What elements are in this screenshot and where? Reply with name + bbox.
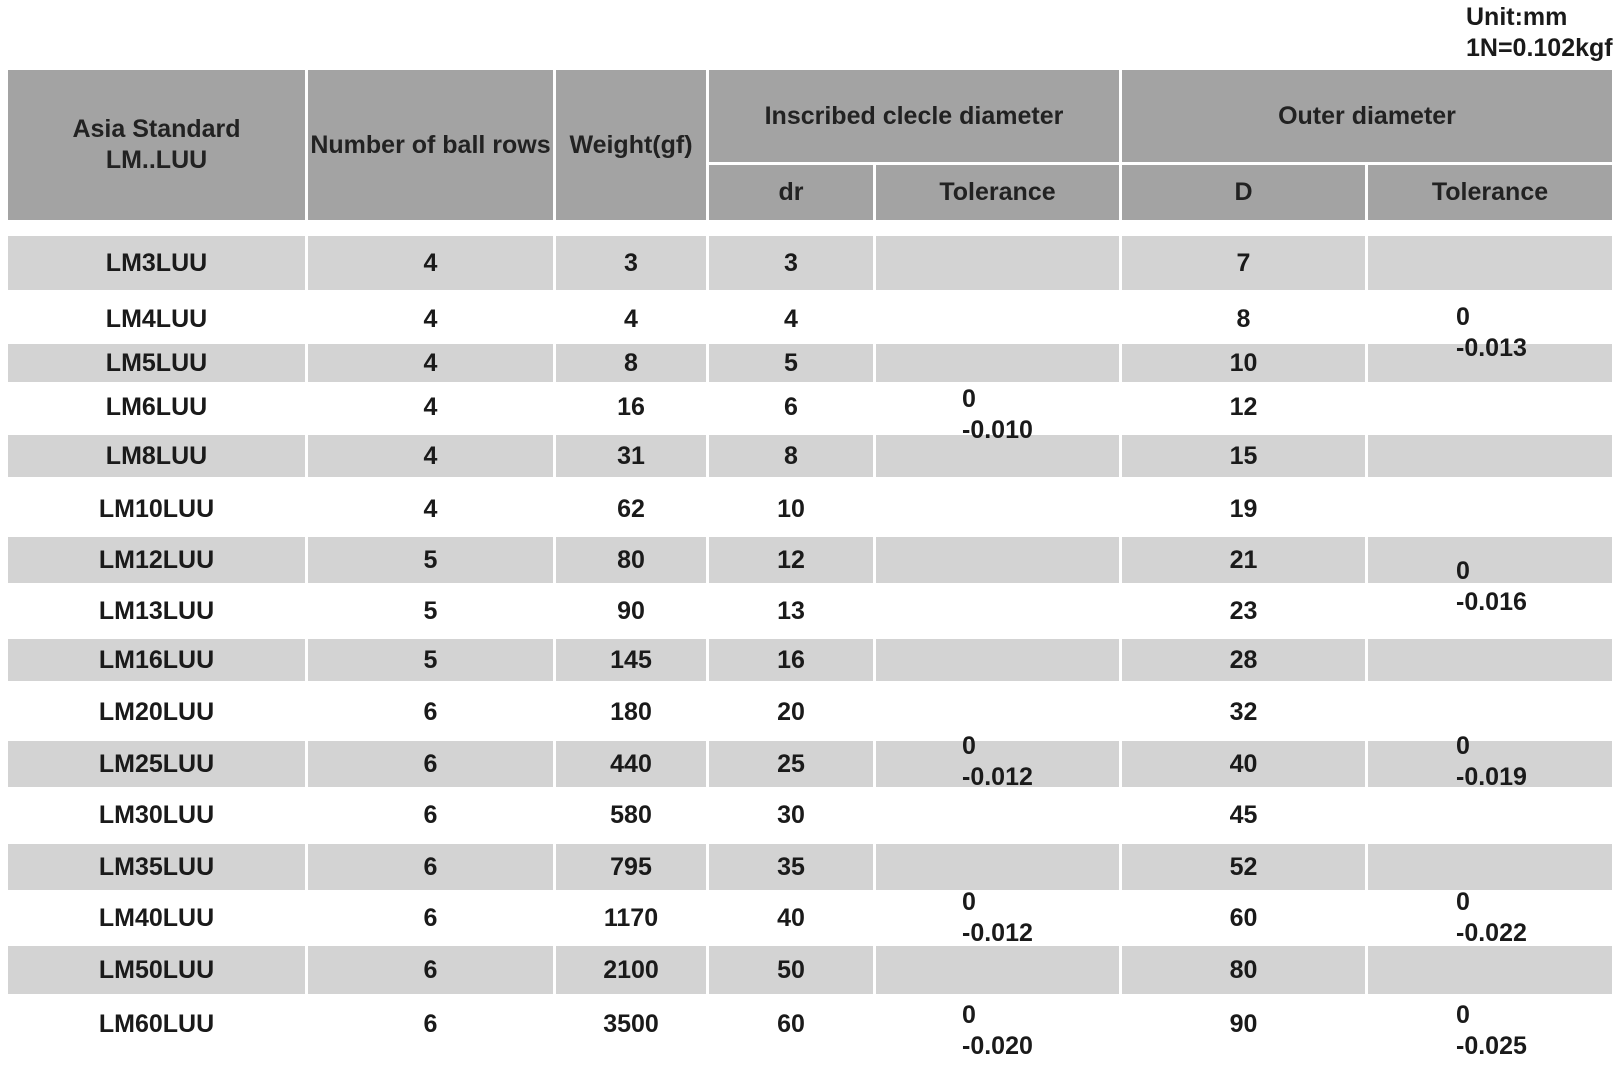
model-cell: LM16LUU — [98, 645, 215, 674]
ball-rows-cell: 4 — [423, 494, 438, 523]
dr-cell: 35 — [777, 852, 805, 881]
dr-cell: 40 — [777, 903, 805, 932]
outer-d-cell: 80 — [1229, 955, 1258, 984]
outer-d-cell: 60 — [1229, 903, 1258, 932]
inscribed-tolerance-group — [962, 384, 1033, 446]
model-cell: LM60LUU — [98, 1009, 215, 1038]
header-D: D — [1122, 165, 1365, 220]
dr-cell: 16 — [777, 645, 805, 674]
weight-cell: 62 — [617, 494, 645, 523]
tolerance-upper: 0 — [1456, 732, 1470, 760]
model-cell: LM10LUU — [98, 494, 215, 523]
header-dr: dr — [709, 165, 873, 220]
outer-tolerance-group — [1456, 731, 1527, 793]
model-cell: LM8LUU — [105, 441, 208, 470]
tolerance-upper: 0 — [962, 385, 976, 413]
model-cell: LM6LUU — [105, 392, 208, 421]
unit-note — [1466, 2, 1613, 64]
outer-d-cell: 40 — [1229, 749, 1258, 778]
tolerance-lower: -0.013 — [1456, 334, 1527, 362]
weight-cell: 3500 — [603, 1009, 659, 1038]
tolerance-upper: 0 — [1456, 888, 1470, 916]
model-cell: LM40LUU — [98, 903, 215, 932]
model-cell: LM4LUU — [105, 304, 208, 333]
model-cell: LM20LUU — [98, 697, 215, 726]
model-cell: LM30LUU — [98, 800, 215, 829]
ball-rows-cell: 6 — [423, 852, 438, 881]
outer-d-cell: 15 — [1229, 441, 1258, 470]
weight-cell: 580 — [610, 800, 652, 829]
tolerance-lower: -0.010 — [962, 416, 1033, 444]
outer-d-cell: 23 — [1229, 596, 1258, 625]
tolerance-lower: -0.012 — [962, 919, 1033, 947]
ball-rows-cell: 6 — [423, 749, 438, 778]
header-inscribed-diameter: Inscribed clecle diameter — [709, 70, 1119, 162]
header-outer-tolerance: Tolerance — [1368, 165, 1612, 220]
tolerance-upper: 0 — [962, 888, 976, 916]
weight-cell: 31 — [617, 441, 645, 470]
dr-cell: 25 — [777, 749, 805, 778]
model-cell: LM3LUU — [105, 248, 208, 277]
dr-cell: 3 — [784, 248, 798, 277]
model-cell: LM35LUU — [98, 852, 215, 881]
outer-d-cell: 90 — [1229, 1009, 1258, 1038]
tolerance-upper: 0 — [962, 1001, 976, 1029]
outer-d-cell: 52 — [1229, 852, 1258, 881]
tolerance-upper: 0 — [1456, 1001, 1470, 1029]
weight-cell: 3 — [624, 248, 638, 277]
ball-rows-cell: 5 — [423, 596, 438, 625]
outer-d-cell: 10 — [1229, 348, 1258, 377]
force-conversion-label: 1N=0.102kgf — [1466, 34, 1613, 62]
outer-tolerance-group — [1456, 556, 1527, 618]
outer-tolerance-group — [1456, 1000, 1527, 1062]
outer-d-cell: 32 — [1229, 697, 1258, 726]
tolerance-upper: 0 — [1456, 557, 1470, 585]
inscribed-tolerance-group — [962, 887, 1033, 949]
unit-label: Unit:mm — [1466, 3, 1568, 31]
weight-cell: 4 — [624, 304, 638, 333]
tolerance-lower: -0.012 — [962, 763, 1033, 791]
model-cell: LM12LUU — [98, 545, 215, 574]
outer-d-cell: 12 — [1229, 392, 1258, 421]
ball-rows-cell: 6 — [423, 1009, 438, 1038]
weight-cell: 16 — [617, 392, 645, 421]
ball-rows-cell: 6 — [423, 800, 438, 829]
column-divider — [1365, 230, 1368, 1050]
inscribed-tolerance-group — [962, 731, 1033, 793]
ball-rows-cell: 4 — [423, 304, 438, 333]
dr-cell: 10 — [777, 494, 805, 523]
header-model — [8, 70, 305, 220]
outer-d-cell: 7 — [1236, 248, 1251, 277]
ball-rows-cell: 4 — [423, 392, 438, 421]
header-model-line1: Asia Standard — [72, 115, 241, 143]
inscribed-tolerance-group — [962, 1000, 1033, 1062]
header-ball-rows: Number of ball rows — [308, 70, 553, 220]
weight-cell: 1170 — [603, 903, 659, 932]
tolerance-lower: -0.020 — [962, 1032, 1033, 1060]
outer-d-cell: 28 — [1229, 645, 1258, 674]
tolerance-lower: -0.022 — [1456, 919, 1527, 947]
ball-rows-cell: 6 — [423, 903, 438, 932]
tolerance-upper: 0 — [962, 732, 976, 760]
model-cell: LM13LUU — [98, 596, 215, 625]
ball-rows-cell: 5 — [423, 545, 438, 574]
tolerance-lower: -0.016 — [1456, 588, 1527, 616]
model-cell: LM50LUU — [98, 955, 215, 984]
weight-cell: 8 — [624, 348, 638, 377]
tolerance-lower: -0.019 — [1456, 763, 1527, 791]
weight-cell: 440 — [610, 749, 652, 778]
dr-cell: 13 — [777, 596, 805, 625]
weight-cell: 180 — [610, 697, 652, 726]
outer-d-cell: 21 — [1229, 545, 1258, 574]
model-cell: LM5LUU — [105, 348, 208, 377]
model-cell: LM25LUU — [98, 749, 215, 778]
dr-cell: 20 — [777, 697, 805, 726]
weight-cell: 795 — [610, 852, 652, 881]
weight-cell: 80 — [617, 545, 645, 574]
ball-rows-cell: 4 — [423, 248, 438, 277]
dr-cell: 4 — [784, 304, 798, 333]
tolerance-lower: -0.025 — [1456, 1032, 1527, 1060]
ball-rows-cell: 5 — [423, 645, 438, 674]
outer-d-cell: 45 — [1229, 800, 1258, 829]
dr-cell: 30 — [777, 800, 805, 829]
dr-cell: 60 — [777, 1009, 805, 1038]
dr-cell: 6 — [784, 392, 798, 421]
header-outer-diameter: Outer diameter — [1122, 70, 1612, 162]
dr-cell: 5 — [784, 348, 798, 377]
header-model-line2: LM..LUU — [105, 146, 208, 174]
column-divider — [873, 230, 876, 1050]
ball-rows-cell: 6 — [423, 955, 438, 984]
dr-cell: 12 — [777, 545, 805, 574]
tolerance-upper: 0 — [1456, 303, 1470, 331]
dr-cell: 8 — [784, 441, 798, 470]
header-weight: Weight(gf) — [556, 70, 706, 220]
ball-rows-cell: 4 — [423, 441, 438, 470]
outer-tolerance-group — [1456, 302, 1527, 364]
ball-rows-cell: 6 — [423, 697, 438, 726]
header-inscribed-tolerance: Tolerance — [876, 165, 1119, 220]
dr-cell: 50 — [777, 955, 805, 984]
outer-d-cell: 19 — [1229, 494, 1258, 523]
weight-cell: 145 — [610, 645, 652, 674]
ball-rows-cell: 4 — [423, 348, 438, 377]
weight-cell: 90 — [617, 596, 645, 625]
outer-d-cell: 8 — [1236, 304, 1251, 333]
outer-tolerance-group — [1456, 887, 1527, 949]
weight-cell: 2100 — [603, 955, 659, 984]
